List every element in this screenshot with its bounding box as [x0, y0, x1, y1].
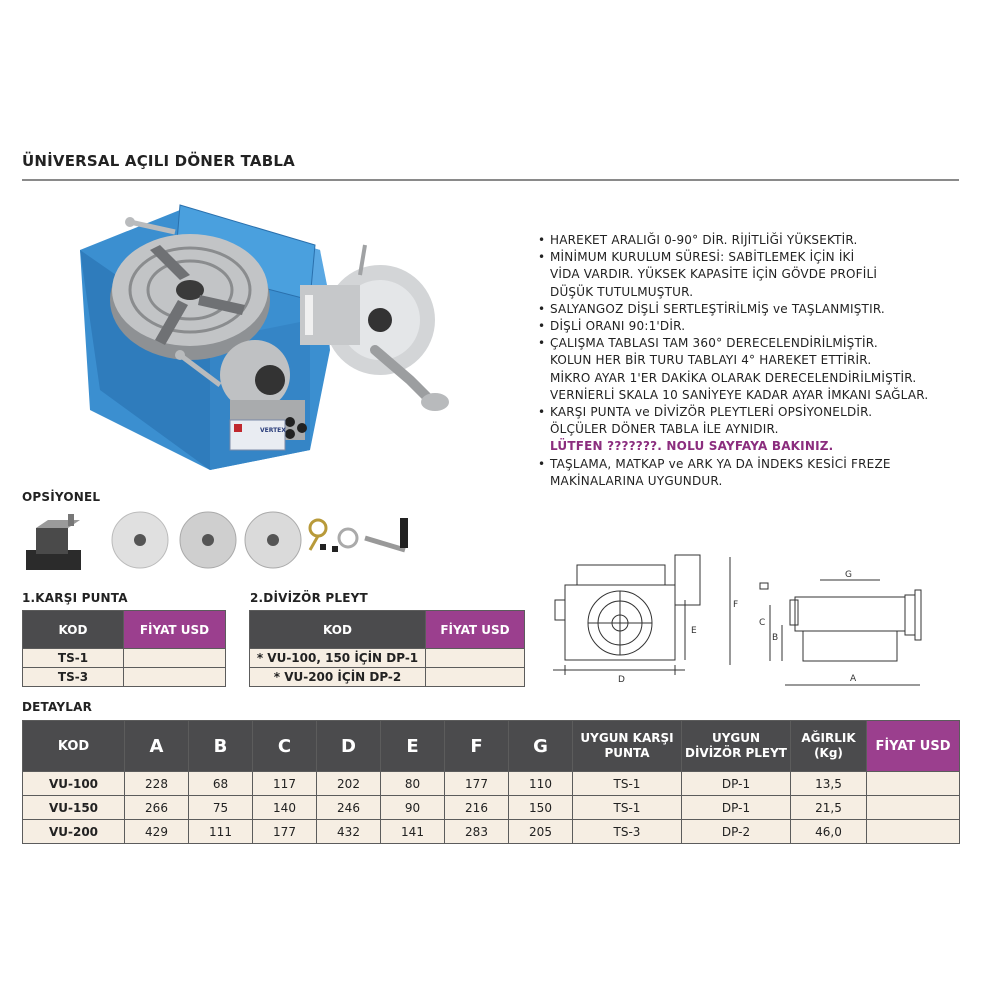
column-header: UYGUN KARŞI PUNTA [573, 721, 682, 772]
dimension-label-f: F [733, 600, 739, 610]
column-header: FİYAT USD [426, 611, 525, 649]
dimension-label-g: G [845, 570, 852, 580]
column-header: AĞIRLIK (Kg) [791, 721, 867, 772]
feature-item: • TAŞLAMA, MATKAP ve ARK YA DA İNDEKS KESİCİ FREZE MAKİNALARINA UYGUNDUR. [538, 456, 891, 488]
column-header: D [317, 721, 381, 772]
table-row: TS-1 [23, 649, 226, 668]
table-row: * VU-200 İÇİN DP-2 [250, 668, 525, 687]
table-row: TS-3 [23, 668, 226, 687]
division-plate-icon [112, 512, 168, 568]
table-row: VU-150 266 75 140 246 90 216 150 TS-1 DP-1 21,5 [23, 796, 960, 820]
division-plate-table [249, 610, 525, 687]
dimension-label-e: E [691, 626, 697, 636]
feature-item: • HAREKET ARALIĞI 0-90° DİR. RİJİTLİĞİ YÜKSEKTİR. [538, 233, 858, 247]
column-header: G [509, 721, 573, 772]
dimension-label-b: B [772, 633, 779, 643]
column-header: E [381, 721, 445, 772]
column-header: B [189, 721, 253, 772]
tailstock-table [22, 610, 226, 687]
brand-logo: VERTEX [260, 427, 286, 434]
column-header: A [125, 721, 189, 772]
page-reference-note: LÜTFEN ???????. NOLU SAYFAYA BAKINIZ. [550, 439, 834, 454]
tailstock-icon [26, 514, 81, 570]
table-row: * VU-100, 150 İÇİN DP-1 [250, 649, 525, 668]
technical-drawing [545, 545, 965, 695]
optional-label: OPSİYONEL [22, 490, 101, 504]
column-header: KOD [250, 611, 426, 649]
feature-item: • SALYANGOZ DİŞLİ SERTLEŞTİRİLMİŞ ve TAŞLANMIŞTIR. [538, 301, 885, 316]
title-divider [22, 179, 959, 181]
column-header: KOD [23, 721, 125, 772]
dimension-label-a: A [850, 674, 857, 684]
dimension-label-c: C [759, 618, 766, 628]
column-header: FİYAT USD [867, 721, 960, 772]
column-header: KOD [23, 611, 124, 649]
sector-arms-icon [310, 520, 357, 552]
column-header: F [445, 721, 509, 772]
page-title: ÜNİVERSAL AÇILI DÖNER TABLA [22, 152, 295, 170]
optional-accessories-image [20, 510, 430, 580]
tailstock-label: 1.KARŞI PUNTA [22, 591, 128, 605]
details-label: DETAYLAR [22, 700, 93, 714]
feature-item: • MİNİMUM KURULUM SÜRESİ: SABİTLEMEK İÇİN İKİ VİDA VARDIR. YÜKSEK KAPASİTE İÇİN GÖVDE PROFİLİ DÜŞÜK TUTULMUŞTUR. [538, 250, 878, 299]
details-table [22, 720, 960, 844]
column-header: C [253, 721, 317, 772]
table-row: VU-200 429 111 177 432 141 283 205 TS-3 DP-2 46,0 [23, 820, 960, 844]
table-row: VU-100 228 68 117 202 80 177 110 TS-1 DP-1 13,5 [23, 772, 960, 796]
division-plate-icon [245, 512, 301, 568]
crank-handle-icon [365, 518, 408, 550]
division-plate-label: 2.DİVİZÖR PLEYT [250, 591, 368, 605]
dimension-label-d: D [618, 675, 625, 685]
feature-list [538, 232, 978, 490]
feature-item: • KARŞI PUNTA ve DİVİZÖR PLEYTLERİ OPSİYONELDİR. ÖLÇÜLER DÖNER TABLA İLE AYNIDIR. LÜTFEN ???????. NOLU SAYFAYA BAKINIZ. [538, 404, 978, 456]
division-plate-icon [180, 512, 236, 568]
feature-item: • DİŞLİ ORANI 90:1'DİR. [538, 319, 686, 334]
column-header: FİYAT USD [124, 611, 226, 649]
column-header: UYGUN DİVİZÖR PLEYT [682, 721, 791, 772]
feature-item: • ÇALIŞMA TABLASI TAM 360° DERECELENDİRİLMİŞTİR. KOLUN HER BİR TURU TABLAYI 4° HAREKET ETTİRİR. MİKRO AYAR 1'ER DAKİKA OLARAK DERECELENDİRİLMİŞTİR. VERNİERLİ SKALA 10 SANİYEYE KADAR AYAR İMKANI SAĞLAR. [538, 336, 929, 402]
rotary-table-product-image [60, 190, 460, 480]
